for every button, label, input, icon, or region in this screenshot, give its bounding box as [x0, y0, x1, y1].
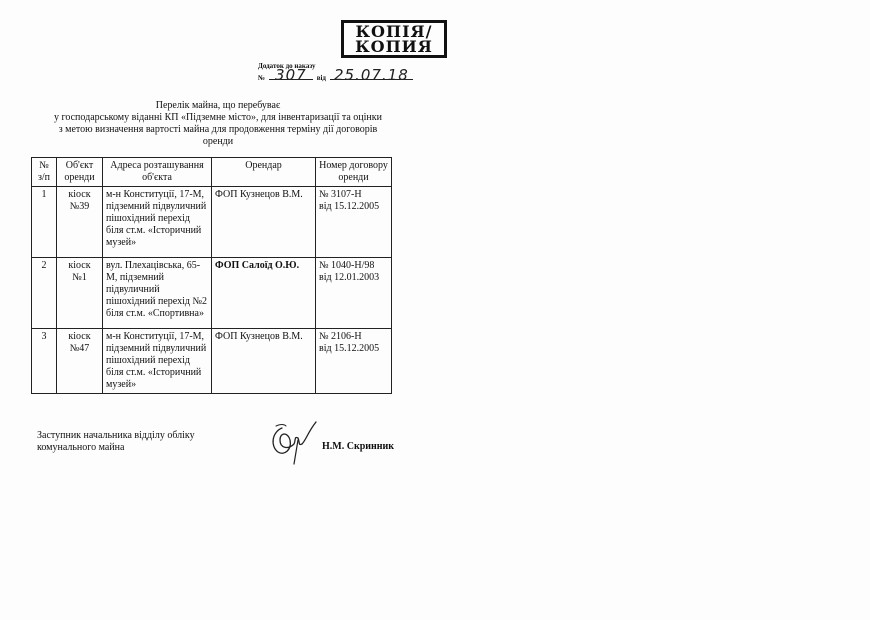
contract-date: від 12.01.2003 [319, 272, 380, 283]
title-line-2: у господарському віданні КП «Підземне місто», для інвентаризації та оцінки [54, 112, 382, 123]
header-num: № з/п [32, 158, 57, 187]
title-line-4: оренди [202, 136, 234, 147]
title-line-3: з метою визначення вартості майна для продовження терміну дії договорів [58, 124, 378, 135]
cell-contract [316, 329, 392, 394]
order-date: 25.07.18 [330, 71, 413, 80]
signatory-name: Н.М. Скринник [322, 441, 395, 452]
property-table [31, 157, 392, 394]
header-contract: Номер договору оренди [316, 158, 392, 187]
contract-number: № 2106-Н [319, 331, 362, 342]
copy-stamp [341, 20, 447, 58]
stamp-line-1: КОПІЯ/ [355, 22, 433, 41]
cell-tenant: ФОП Салоїд О.Ю. [212, 258, 316, 329]
contract-number: № 1040-Н/98 [319, 260, 375, 271]
cell-object: кіоск №39 [57, 187, 103, 258]
contract-date: від 15.12.2005 [319, 201, 380, 212]
contract-date: від 15.12.2005 [319, 343, 380, 354]
appendix-no-sign: № [258, 74, 266, 82]
appendix-reference [258, 62, 408, 82]
table-row [32, 329, 392, 394]
table-header-row [32, 158, 392, 187]
table-row [32, 258, 392, 329]
cell-num: 3 [32, 329, 57, 394]
cell-object: кіоск №1 [57, 258, 103, 329]
cell-num: 2 [32, 258, 57, 329]
header-object: Об'єкт оренди [57, 158, 103, 187]
title-line-1: Перелік майна, що перебуває [155, 100, 281, 111]
appendix-date-prefix: від [316, 74, 326, 82]
cell-num: 1 [32, 187, 57, 258]
contract-number: № 3107-Н [319, 189, 362, 200]
cell-tenant: ФОП Кузнецов В.М. [212, 187, 316, 258]
header-tenant: Орендар [212, 158, 316, 187]
cell-object: кіоск №47 [57, 329, 103, 394]
signatory-position [37, 430, 195, 454]
position-line-2: комунального майна [37, 442, 125, 453]
order-number: 307 [269, 71, 313, 80]
handwritten-signature [268, 418, 324, 468]
cell-contract [316, 258, 392, 329]
cell-address: м-н Конституції, 17-М, підземний підвуличний пішохідний перехід біля ст.м. «Історичний музей» [103, 187, 212, 258]
cell-contract [316, 187, 392, 258]
document-title [30, 100, 406, 148]
header-address: Адреса розташування об'єкта [103, 158, 212, 187]
position-line-1: Заступник начальника відділу обліку [37, 430, 195, 441]
table-row [32, 187, 392, 258]
stamp-line-2: КОПИЯ [355, 37, 433, 56]
appendix-label: Додаток до наказу [258, 62, 316, 70]
cell-address: м-н Конституції, 17-М, підземний підвуличний пішохідний перехід біля ст.м. «Історичний музей» [103, 329, 212, 394]
cell-tenant: ФОП Кузнецов В.М. [212, 329, 316, 394]
cell-address: вул. Плехацівська, 65-М, підземний підвуличний пішохідний перехід №2 біля ст.м. «Спортивна» [103, 258, 212, 329]
